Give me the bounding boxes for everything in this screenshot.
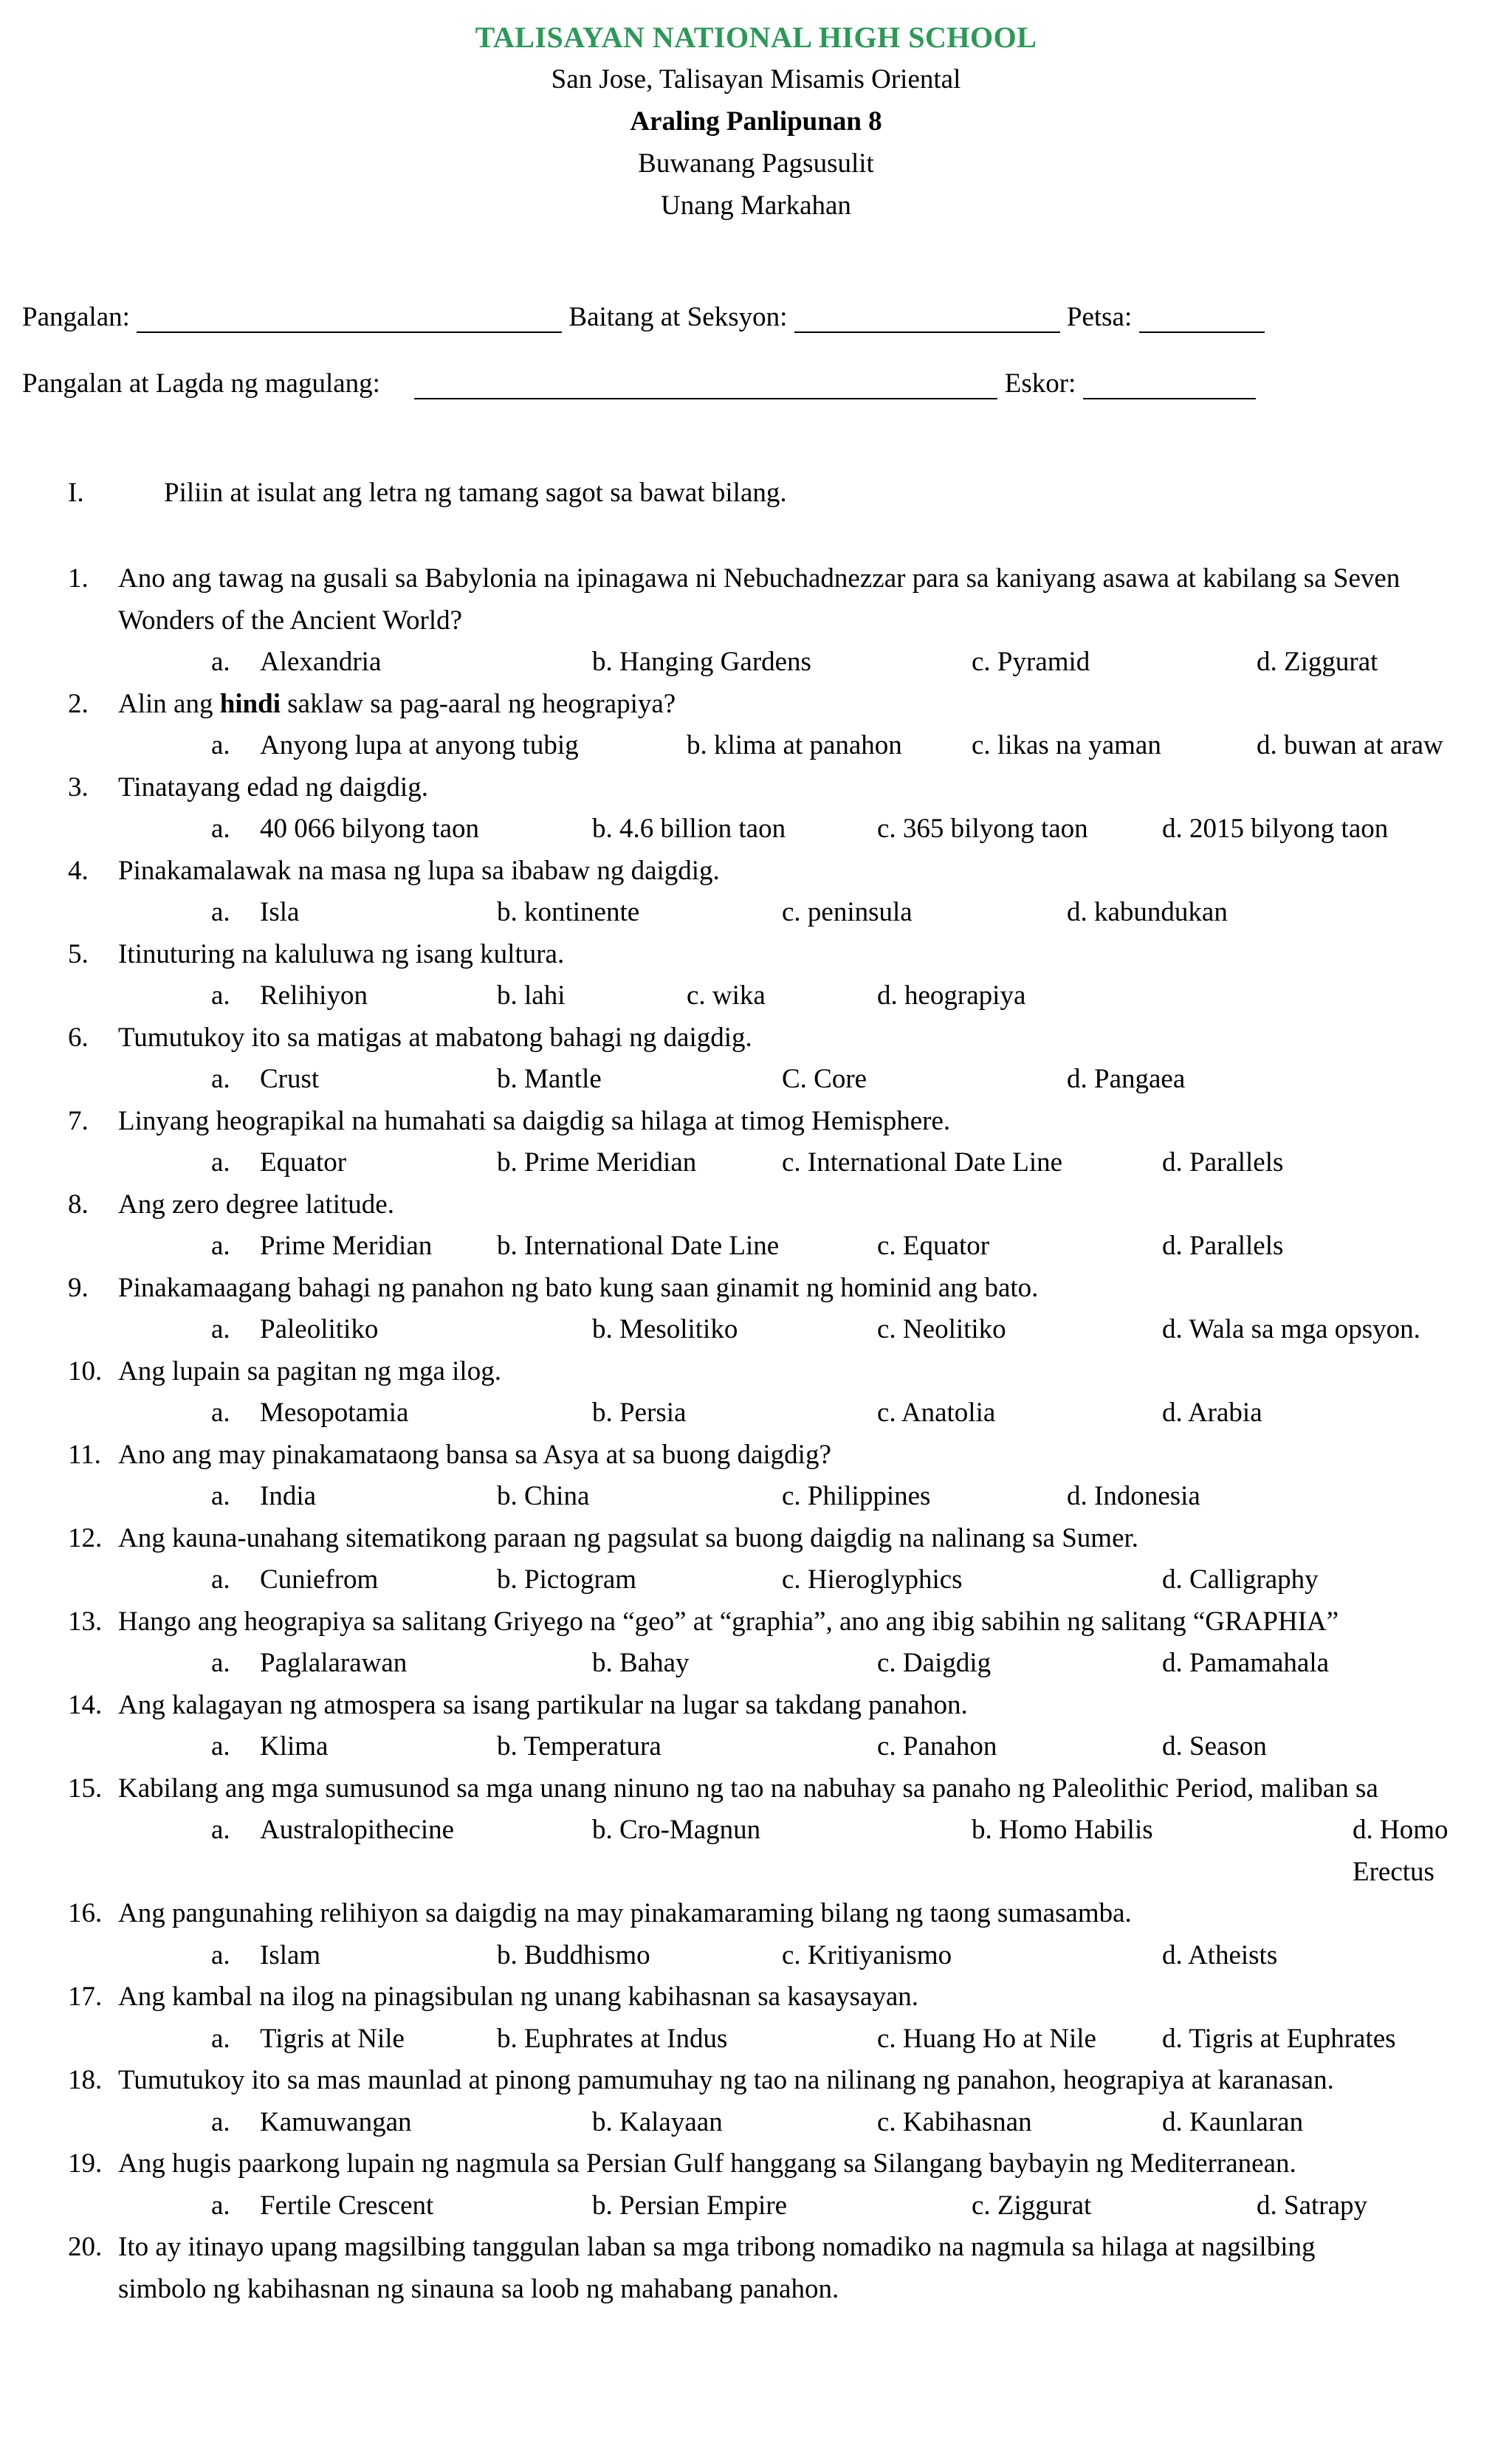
question-number: 15.	[68, 1773, 103, 1804]
question-6	[0, 1017, 1512, 1101]
option-a[interactable]: Prime Meridian	[260, 1231, 433, 1261]
option-d[interactable]: d. Ziggurat	[1257, 647, 1378, 677]
option-letter[interactable]: a.	[211, 2106, 230, 2137]
option-c[interactable]: c. Ziggurat	[972, 2190, 1092, 2221]
question-number: 3.	[68, 772, 89, 803]
question-3	[0, 767, 1512, 850]
option-a[interactable]: Anyong lupa at anyong tubig	[260, 730, 579, 760]
option-letter[interactable]: a.	[211, 1731, 230, 1762]
question-number: 6.	[68, 1022, 89, 1053]
question-number: 17.	[68, 1982, 103, 2012]
option-d[interactable]: d. 2015 bilyong taon	[1162, 814, 1389, 844]
question-9	[0, 1268, 1512, 1351]
option-b[interactable]: b. Prime Meridian	[497, 1147, 697, 1178]
question-text: Ang hugis paarkong lupain ng nagmula sa Persian Gulf hanggang sa Silangang baybayin ng Mediterranean.	[118, 2148, 1296, 2179]
option-d[interactable]: d. Homo Erectus	[1353, 1815, 1449, 1887]
options	[0, 1810, 1512, 1893]
question-text: Ang zero degree latitude.	[118, 1189, 394, 1220]
option-b[interactable]: b. Mesolitiko	[592, 1314, 738, 1344]
option-b[interactable]: b. Persian Empire	[592, 2190, 788, 2221]
option-c[interactable]: c. likas na yaman	[972, 730, 1161, 760]
score-blank[interactable]	[1083, 373, 1256, 399]
question-text: Ano ang tawag na gusali sa Babylonia na ipinagawa ni Nebuchadnezzar para sa kaniyang asawa at kabilang sa Seven Wonders of the Ancient World?	[118, 563, 1401, 636]
option-b[interactable]: b. Kalayaan	[592, 2106, 723, 2137]
question-text-emphasis: hindi	[219, 688, 281, 719]
option-b[interactable]: b. Mantle	[497, 1064, 602, 1094]
name-blank[interactable]	[137, 306, 562, 333]
question-list	[0, 558, 1512, 2310]
parent-signature-blank[interactable]	[414, 373, 997, 399]
option-letter[interactable]: a.	[211, 1648, 230, 1678]
option-c[interactable]: c. Kritiyanismo	[782, 1939, 952, 1970]
question-number: 19.	[68, 2148, 103, 2179]
question-text: Ang kauna-unahang sitematikong paraan ng pagsulat sa buong daigdig na nalinang sa Sumer.	[118, 1522, 1139, 1553]
option-c[interactable]: c. Anatolia	[877, 1398, 996, 1428]
option-d[interactable]: d. Pangaea	[1067, 1064, 1186, 1094]
option-a[interactable]: Alexandria	[260, 647, 382, 677]
options	[0, 2185, 1512, 2227]
option-b[interactable]: b. klima at panahon	[687, 730, 902, 760]
option-a[interactable]: India	[260, 1481, 317, 1511]
option-d[interactable]: d. Arabia	[1162, 1398, 1262, 1428]
option-a[interactable]: Kamuwangan	[260, 2106, 412, 2137]
question-text: Ano ang may pinakamataong bansa sa Asya at sa buong daigdig?	[118, 1439, 831, 1470]
question-number: 20.	[68, 2232, 103, 2262]
option-b[interactable]: b. Pictogram	[497, 1564, 637, 1595]
quarter-title: Unang Markahan	[661, 190, 851, 221]
option-a[interactable]: Islam	[260, 1939, 321, 1970]
question-text: Ang kalagayan ng atmospera sa isang partikular na lugar sa takdang panahon.	[118, 1689, 968, 1720]
question-number: 11.	[68, 1439, 101, 1470]
question-text: Ang kambal na ilog na pinagsibulan ng unang kabihasnan sa kasaysayan.	[118, 1982, 919, 2012]
option-c[interactable]: C. Core	[782, 1064, 867, 1094]
question-text: Kabilang ang mga sumusunod sa mga unang ninuno ng tao na nabuhay sa panaho ng Paleolithic Period, maliban sa	[118, 1773, 1378, 1804]
option-c[interactable]: c. Daigdig	[877, 1648, 992, 1678]
question-text: Linyang heograpikal na humahati sa daigdig sa hilaga at timog Hemisphere.	[118, 1105, 951, 1136]
option-a[interactable]: Relihiyon	[260, 980, 368, 1011]
option-c[interactable]: c. wika	[687, 980, 766, 1011]
option-b[interactable]: b. Buddhismo	[497, 1939, 650, 1970]
question-text: Pinakamalawak na masa ng lupa sa ibabaw ng daigdig.	[118, 855, 720, 886]
option-d[interactable]: d. heograpiya	[877, 980, 1026, 1011]
option-c[interactable]: b. Homo Habilis	[972, 1815, 1153, 1845]
option-d[interactable]: d. Parallels	[1162, 1231, 1284, 1261]
question-13	[0, 1601, 1512, 1685]
question-number: 4.	[68, 855, 89, 886]
option-d[interactable]: d. Calligraphy	[1162, 1564, 1319, 1595]
option-d[interactable]: d. Season	[1162, 1731, 1267, 1762]
option-letter[interactable]: a.	[211, 1064, 230, 1094]
question-number: 13.	[68, 1606, 103, 1637]
option-letter[interactable]: a.	[211, 980, 230, 1011]
date-label: Petsa:	[1066, 302, 1133, 332]
options	[0, 1309, 1512, 1351]
school-address: San Jose, Talisayan Misamis Oriental	[551, 64, 961, 94]
question-10	[0, 1351, 1512, 1434]
options	[0, 1935, 1512, 1977]
option-a[interactable]: Paglalarawan	[260, 1648, 408, 1678]
question-text: Ito ay itinayo upang magsilbing tanggulan laban sa mga tribong nomadiko na nagmula sa hilaga at nagsilbing simbolo ng kabihasnan ng sinauna sa loob ng mahabang panahon.	[118, 2232, 1316, 2304]
option-a[interactable]: Klima	[260, 1731, 329, 1762]
option-b[interactable]: b. Euphrates at Indus	[497, 2023, 728, 2054]
question-11	[0, 1434, 1512, 1518]
parent-signature-label: Pangalan at Lagda ng magulang:	[22, 368, 380, 399]
question-number: 1.	[68, 563, 89, 594]
option-d[interactable]: d. Wala sa mga opsyon.	[1162, 1314, 1420, 1344]
option-letter[interactable]: a.	[211, 1564, 230, 1595]
question-12	[0, 1518, 1512, 1601]
option-b[interactable]: b. Temperatura	[497, 1731, 662, 1762]
options	[0, 1142, 1512, 1184]
options	[0, 1059, 1512, 1101]
options	[0, 2018, 1512, 2061]
question-4	[0, 850, 1512, 934]
score-label: Eskor:	[1004, 368, 1076, 399]
options	[0, 1559, 1512, 1601]
question-14	[0, 1685, 1512, 1768]
option-letter[interactable]: a.	[211, 1939, 230, 1970]
option-letter[interactable]: a.	[211, 814, 230, 844]
question-19	[0, 2143, 1512, 2227]
question-20	[0, 2227, 1512, 2310]
question-number: 8.	[68, 1189, 89, 1220]
options	[0, 642, 1512, 684]
options	[0, 1643, 1512, 1685]
option-d[interactable]: d. buwan at araw	[1257, 730, 1443, 760]
question-7	[0, 1101, 1512, 1184]
option-letter[interactable]: a.	[211, 2190, 230, 2221]
name-label: Pangalan:	[22, 302, 130, 332]
option-c[interactable]: c. International Date Line	[782, 1147, 1063, 1178]
option-b[interactable]: b. Bahay	[592, 1648, 690, 1678]
option-d[interactable]: d. Atheists	[1162, 1939, 1278, 1970]
question-number: 10.	[68, 1355, 103, 1386]
option-letter[interactable]: a.	[211, 1815, 230, 1845]
option-a[interactable]: Isla	[260, 897, 300, 927]
option-a[interactable]: Mesopotamia	[260, 1398, 409, 1428]
option-d[interactable]: d. Indonesia	[1067, 1481, 1200, 1511]
option-d[interactable]: d. Satrapy	[1257, 2190, 1368, 2221]
option-c[interactable]: c. Panahon	[877, 1731, 997, 1762]
question-text: Hango ang heograpiya sa salitang Griyego na “geo” at “graphia”, ano ang ibig sabihin ng salitang “GRAPHIA”	[118, 1606, 1339, 1637]
grade-section-label: Baitang at Seksyon:	[568, 302, 788, 332]
option-b[interactable]: b. Persia	[592, 1398, 687, 1428]
option-c[interactable]: c. Kabihasnan	[877, 2106, 1032, 2137]
option-letter[interactable]: a.	[211, 1481, 230, 1511]
option-b[interactable]: b. Hanging Gardens	[592, 647, 811, 677]
option-d[interactable]: d. Kaunlaran	[1162, 2106, 1304, 2137]
question-text: Ang lupain sa pagitan ng mga ilog.	[118, 1355, 501, 1386]
option-c[interactable]: c. Hieroglyphics	[782, 1564, 963, 1595]
question-text: Pinakamaagang bahagi ng panahon ng bato kung saan ginamit ng hominid ang bato.	[118, 1272, 1039, 1303]
grade-section-blank[interactable]	[794, 306, 1060, 333]
parent-info-row	[22, 368, 1256, 402]
question-17	[0, 1976, 1512, 2060]
question-2	[0, 684, 1512, 767]
option-d[interactable]: d. Parallels	[1162, 1147, 1284, 1178]
question-8	[0, 1184, 1512, 1268]
option-b[interactable]: b. Cro-Magnun	[592, 1815, 761, 1845]
question-number: 9.	[68, 1272, 89, 1303]
question-text: Tumutukoy ito sa mas maunlad at pinong pamumuhay ng tao na nilinang ng panahon, heograpiya at karanasan.	[118, 2065, 1334, 2095]
options	[0, 1392, 1512, 1434]
options	[0, 975, 1512, 1017]
option-a[interactable]: Australopithecine	[260, 1815, 455, 1845]
option-letter[interactable]: a.	[211, 897, 230, 927]
question-text: Tumutukoy ito sa matigas at mabatong bahagi ng daigdig.	[118, 1022, 752, 1053]
options	[0, 1226, 1512, 1268]
question-5	[0, 934, 1512, 1017]
question-number: 7.	[68, 1105, 89, 1136]
option-c[interactable]: c. Philippines	[782, 1481, 931, 1511]
option-c[interactable]: c. peninsula	[782, 897, 913, 927]
option-letter[interactable]: a.	[211, 1398, 230, 1428]
options	[0, 1726, 1512, 1768]
question-number: 14.	[68, 1689, 103, 1720]
option-letter[interactable]: a.	[211, 647, 230, 677]
question-text: Tinatayang edad ng daigdig.	[118, 772, 428, 803]
question-15	[0, 1768, 1512, 1894]
question-number: 2.	[68, 688, 89, 719]
question-text-post: saklaw sa pag-aaral ng heograpiya?	[281, 688, 676, 719]
option-a[interactable]: Crust	[260, 1064, 320, 1094]
question-number: 5.	[68, 938, 89, 969]
option-d[interactable]: d. kabundukan	[1067, 897, 1228, 927]
exam-header	[0, 16, 1512, 227]
instructions	[68, 477, 787, 509]
option-a[interactable]: Paleolitiko	[260, 1314, 379, 1344]
subject-title: Araling Panlipunan 8	[630, 106, 882, 137]
option-c[interactable]: c. Pyramid	[972, 647, 1090, 677]
option-letter[interactable]: a.	[211, 730, 230, 760]
option-letter[interactable]: a.	[211, 2023, 230, 2054]
option-b[interactable]: b. International Date Line	[497, 1231, 780, 1261]
option-c[interactable]: c. Neolitiko	[877, 1314, 1006, 1344]
question-number: 18.	[68, 2065, 103, 2095]
question-text-pre: Alin ang	[118, 688, 220, 719]
school-name: TALISAYAN NATIONAL HIGH SCHOOL	[475, 21, 1037, 54]
option-b[interactable]: b. China	[497, 1481, 590, 1511]
options	[0, 725, 1512, 767]
question-number: 12.	[68, 1522, 103, 1553]
options	[0, 1476, 1512, 1518]
option-a[interactable]: Tigris at Nile	[260, 2023, 405, 2054]
option-letter[interactable]: a.	[211, 1231, 230, 1261]
option-b[interactable]: b. kontinente	[497, 897, 640, 927]
options	[0, 2102, 1512, 2144]
option-a[interactable]: 40 066 bilyong taon	[260, 814, 480, 844]
student-info-row	[22, 301, 1265, 335]
question-16	[0, 1893, 1512, 1976]
question-18	[0, 2060, 1512, 2143]
option-letter[interactable]: a.	[211, 1147, 230, 1178]
date-blank[interactable]	[1139, 306, 1265, 333]
option-c[interactable]: c. Huang Ho at Nile	[877, 2023, 1096, 2054]
question-number: 16.	[68, 1898, 103, 1928]
question-1	[0, 558, 1512, 684]
question-text: Ang pangunahing relihiyon sa daigdig na may pinakamaraming bilang ng taong sumasamba.	[118, 1898, 1132, 1928]
option-a[interactable]: Equator	[260, 1147, 347, 1178]
option-letter[interactable]: a.	[211, 1314, 230, 1344]
option-c[interactable]: c. Equator	[877, 1231, 990, 1261]
option-a[interactable]: Cuniefrom	[260, 1564, 379, 1595]
option-c[interactable]: c. 365 bilyong taon	[877, 814, 1088, 844]
option-b[interactable]: b. 4.6 billion taon	[592, 814, 786, 844]
exam-title: Buwanang Pagsusulit	[638, 148, 874, 179]
instructions-text: Piliin at isulat ang letra ng tamang sagot sa bawat bilang.	[164, 478, 787, 508]
section-number: I.	[68, 478, 84, 508]
option-d[interactable]: d. Pamamahala	[1162, 1648, 1330, 1678]
options	[0, 808, 1512, 850]
option-b[interactable]: b. lahi	[497, 980, 566, 1011]
options	[0, 892, 1512, 934]
option-d[interactable]: d. Tigris at Euphrates	[1162, 2023, 1396, 2054]
question-text: Itinuturing na kaluluwa ng isang kultura.	[118, 938, 565, 969]
option-a[interactable]: Fertile Crescent	[260, 2190, 434, 2221]
